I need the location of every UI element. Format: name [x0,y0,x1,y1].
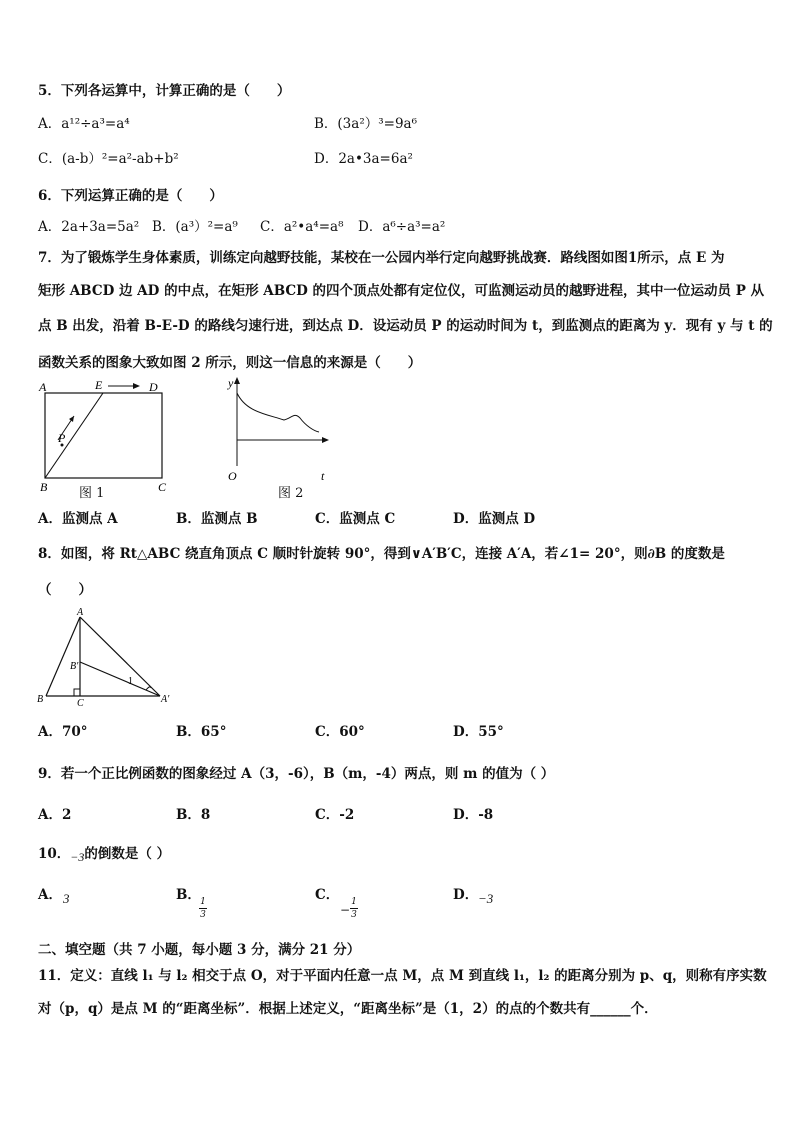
q8-option-d: D．55° [453,724,504,740]
q9-option-d: D．-8 [453,807,494,823]
q6-option-d: D．a⁶÷a³=a² [358,219,446,235]
q10-option-b-label: B． [176,887,201,903]
figure-2-caption: 图 2 [278,486,304,501]
q7-option-c: C．监测点 C [315,511,396,527]
q8-paren: （ ） [38,582,92,598]
fraction-denominator: 3 [200,910,206,920]
q7-option-d: D．监测点 D [453,511,536,527]
label-p: P [58,431,66,445]
figure-1-caption: 图 1 [79,486,105,501]
q11-line-1: 11．定义：直线 l₁ 与 l₂ 相交于点 O，对于平面内任意一点 M，点 M 到直线 l₁，l₂ 的距离分别为 p、q，则称有序实数 [38,968,767,984]
label-e: E [95,378,103,392]
label-angle-1: 1 [128,676,133,687]
label-c: C [77,698,84,709]
label-a-prime: A′ [161,694,170,705]
fraction-bar [199,908,207,909]
q10-option-c-fraction [350,897,358,920]
q10-stem [38,846,170,862]
label-o: O [228,469,237,483]
right-angle-mark [74,689,80,696]
q7-line-2: 矩形 ABCD 边 AD 的中点，在矩形 ABCD 的四个顶点处都有定位仪，可监测运动员的越野进程，其中一位运动员 P 从 [38,283,765,299]
q5-option-c: C．(a-b）²=a²-ab+b² [38,151,179,167]
label-t: t [321,469,325,483]
q7-line-3: 点 B 出发，沿着 B-E-D 的路线匀速行进，到达点 D．设运动员 P 的运动时间为 t，到监测点的距离为 y．现有 y 与 t 的 [38,318,773,334]
q9-stem: 9．若一个正比例函数的图象经过 A（3，-6），B（m，-4）两点，则 m 的值为（ ） [38,766,555,782]
q8-option-a: A．70° [38,724,88,740]
q7-figure-1 [36,378,176,500]
q7-option-a: A．监测点 A [38,511,118,527]
q11-line-2: 对（p，q）是点 M 的“距离坐标”．根据上述定义，“距离坐标”是（1，2）的点的个数共有______个． [38,1001,658,1017]
q5-option-b: B．(3a²）³=9a⁶ [314,116,418,132]
fraction-bar [350,908,358,909]
q5-option-d: D．2a•3a=6a² [314,151,413,167]
fraction-denominator: 3 [351,910,357,920]
q10-option-d-value: −3 [478,891,494,906]
angle-1-arc [146,687,151,690]
label-b: B [40,480,48,494]
q10-option-d-label: D． [453,887,479,903]
fraction-numerator: 1 [200,897,206,907]
segment-aa1 [80,617,160,696]
segment-b1a1 [80,662,160,696]
section-2-title: 二、填空题（共 7 小题，每小题 3 分，满分 21 分） [38,942,361,958]
q10-option-c-label: C． [315,887,340,903]
q6-option-c: C．a²•a⁴=a⁸ [260,219,344,235]
q8-option-c: C．60° [315,724,365,740]
arrowhead-be [69,416,74,422]
label-a: A [39,380,47,394]
q7-line-1: 7．为了锻炼学生身体素质，训练定向越野技能，某校在一公园内举行定向越野挑战赛．路线图如图1所示，点 E 为 [38,250,725,266]
q10-option-c-sign: − [340,903,351,917]
q5-stem: 5．下列各运算中，计算正确的是（ ） [38,83,291,99]
label-c: C [158,480,167,494]
label-d: D [149,380,158,394]
fraction-numerator: 1 [351,897,357,907]
q5-option-a: A．a¹²÷a³=a⁴ [38,116,130,132]
arrowhead-ed [133,383,140,389]
graph-curve [237,393,319,432]
q9-option-c: C．-2 [315,807,355,823]
label-a: A [77,607,84,618]
q8-option-b: B．65° [176,724,227,740]
segment-be [45,393,103,478]
t-axis-arrow [322,437,329,443]
q6-option-b: B．(a³）²=a⁹ [152,219,238,235]
q8-stem: 8．如图，将 Rt△ABC 绕直角顶点 C 顺时针旋转 90°，得到∨A′B′C，连接 A′A，若∠1= 20°，则∂B 的度数是 [38,546,725,562]
q10-number: 10． [38,846,71,862]
label-y: y [228,376,234,390]
label-b: B [37,694,44,705]
q9-option-b: B．8 [176,807,211,823]
q7-figure-2 [222,376,334,482]
q8-figure [34,605,180,707]
q10-stem-rest: 的倒数是（ ） [84,846,171,862]
q7-line-4: 函数关系的图象大致如图 2 所示，则这一信息的来源是（ ） [38,355,422,371]
q10-expression: −3 [70,850,85,864]
q7-option-b: B．监测点 B [176,511,258,527]
label-b-prime: B′ [70,661,79,672]
q10-option-a-label: A． [38,887,62,903]
q6-option-a: A．2a+3a=5a² [38,219,140,235]
q10-option-b-fraction [199,897,207,920]
q6-stem: 6．下列运算正确的是（ ） [38,188,223,204]
q10-option-a-value: 3 [63,891,70,906]
y-axis-arrow [234,377,240,384]
segment-ab [46,617,80,696]
q9-option-a: A．2 [38,807,72,823]
